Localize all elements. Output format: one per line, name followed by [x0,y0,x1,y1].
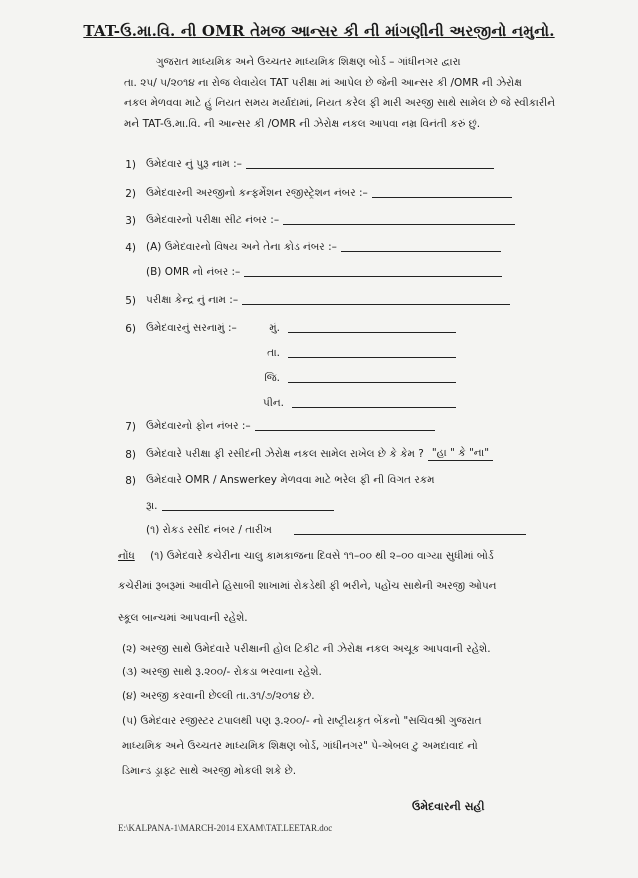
receipt-number-date-blank[interactable] [294,533,526,535]
address-district [256,372,456,385]
field-label: ઉમેદવારની અરજીનો કન્ફર્મેશન રજીસ્ટ્રેશન નંબર :– [146,187,368,199]
intro-line: નકલ મેળવવા માટે હું નિયત સમય મર્યાદામાં, નિયત કરેલ ફી મારી અરજી સાથે સામેલ છે જે સ્વીકારીને [124,97,556,109]
field-number: 3) [125,215,136,227]
address-taluka [256,347,456,360]
notes-label: નોંધ [118,550,135,562]
address-village [256,322,456,335]
note-text: (૪) અરજી કરવાની છેલ્લી તા.૩૧/૭/૨૦૧૪ છે. [122,690,315,702]
address-label: મું. [269,322,280,334]
seat-number-blank[interactable] [283,223,515,225]
address-label: તા. [267,347,280,359]
field-label: ઉમેદવારનો ફોન નંબર :– [146,420,251,432]
intro-paragraph [124,52,564,134]
field-omr-number [146,266,502,279]
field-number: 8) [125,449,136,461]
field-label: પરીક્ષા કેન્દ્ર નું નામ :– [146,294,239,306]
note-text: (૧) ઉમેદવારે કચેરીના ચાલુ કામકાજના દિવસે ૧૧–૦૦ થી ૨–૦૦ વાગ્યા સુધીમાં બોર્ડ [150,550,494,562]
fee-amount-blank[interactable] [162,509,334,511]
field-label: (A) ઉમેદવારનો વિષય અને તેના કોડ નંબર :– [146,241,337,253]
candidate-signature-label: ઉમેદવારની સહી [412,800,485,813]
address-label: જિ. [264,372,280,384]
field-label: ઉમેદવારે OMR / Answerkey મેળવવા માટે ભરેલ ફી ની વિગત રકમ [146,474,435,486]
field-number: 8) [125,475,136,487]
note-text: કચેરીમાં રૂબરૂમાં આવીને હિસાબી શાખામાં રોકડેથી ફી ભરીને, પહોંચ સાથેની અરજી ઓપન [118,580,497,592]
field-label: (૧) રોકડ રસીદ નંબર / તારીખ [146,524,272,536]
field-label: ઉમેદવારે પરીક્ષા ફી રસીદની ઝેરોક્ષ નકલ સામેલ રાખેલ છે કે કેમ ? [146,448,424,460]
field-number: 1) [125,159,136,171]
field-full-name [96,158,494,171]
field-label: ઉમેદવાર નું પુરૂ નામ :– [146,158,242,170]
yes-no-answer[interactable]: "હા " કે "ના" [428,447,493,461]
note-text: (૩) અરજી સાથે રૂ.૨૦૦/- રોકડા ભરવાના રહેશે. [122,666,322,678]
field-registration-number [96,187,512,200]
field-seat-number [96,214,515,227]
field-label: ઉમેદવારનો પરીક્ષા સીટ નંબર :– [146,214,280,226]
field-number: 6) [125,323,136,335]
phone-number-blank[interactable] [255,429,435,431]
district-blank[interactable] [288,381,456,383]
intro-line: મને TAT-ઉ.મા.વિ. ની આન્સર કી /OMR ની ઝેરોક્ષ નકલ આપવા નમ્ર વિનંતી કરું છું. [124,117,481,130]
note-text: ડિમાન્ડ ડ્રાફ્ટ સાથે અરજી મોકલી શકે છે. [122,765,297,777]
note-text: માધ્યમિક અને ઉચ્ચતર માધ્યમિક શિક્ષણ બોર્ડ, ગાંધીનગર" પે-એબલ ટુ અમદાવાદ નો [122,740,478,752]
address-label: પીન. [263,397,284,409]
field-subject-code [96,241,501,254]
field-receipt-number-date [146,524,526,537]
note-text: (૨) અરજી સાથે ઉમેદવારે પરીક્ષાની હોલ ટિકીટ ની ઝેરોક્ષ નકલ અચૂક આપવાની રહેશે. [122,643,491,655]
field-number: 5) [125,295,136,307]
field-exam-centre [96,294,510,307]
field-label: રૂા. [146,500,158,512]
village-blank[interactable] [288,331,456,333]
field-fee-details [96,474,435,487]
field-fee-amount [146,500,334,513]
subject-code-blank[interactable] [341,250,501,252]
intro-line: ગુજરાત માધ્યમિક અને ઉચ્ચતર માધ્યમિક શિક્ષણ બોર્ડ – ગાંધીનગર દ્વારા [156,56,461,68]
file-path-footer: E:\KALPANA-1\MARCH-2014 EXAM\TAT.LEETAR.doc [118,823,333,833]
field-label: ઉમેદવારનું સરનામું :– [146,322,237,334]
taluka-blank[interactable] [288,356,456,358]
field-fee-receipt [96,447,493,461]
note-text: સ્કૂલ બાન્ચમાં આપવાની રહેશે. [118,612,248,624]
field-number: 4) [125,242,136,254]
omr-number-blank[interactable] [244,275,502,277]
address-pincode [256,397,456,410]
field-label: (B) OMR નો નંબર :– [146,266,241,278]
intro-line: તા. ૨૫/ ૫/૨૦૧૪ ના રોજ લેવાયેલ TAT પરીક્ષા માં આપેલ છે જેની આન્સર કી /OMR ની ઝેરોક્ષ [124,76,522,89]
page-title: TAT-ઉ.મા.વિ. ની OMR તેમજ આન્સર કી ની માંગણીની અરજીનો નમુનો. [83,22,555,40]
field-number: 7) [125,421,136,433]
pincode-blank[interactable] [292,406,456,408]
exam-centre-blank[interactable] [242,303,510,305]
registration-number-blank[interactable] [372,196,512,198]
field-address [96,322,237,335]
note-1-line-a [118,550,494,563]
note-text: (૫) ઉમેદવાર રજીસ્ટર ટપાલથી પણ રૂ.૨૦૦/- નો રાષ્ટ્રીયકૃત બેંકનો "સચિવશ્રી ગુજરાત [122,715,482,727]
field-phone-number [96,420,435,433]
field-number: 2) [125,188,136,200]
full-name-blank[interactable] [246,167,494,169]
